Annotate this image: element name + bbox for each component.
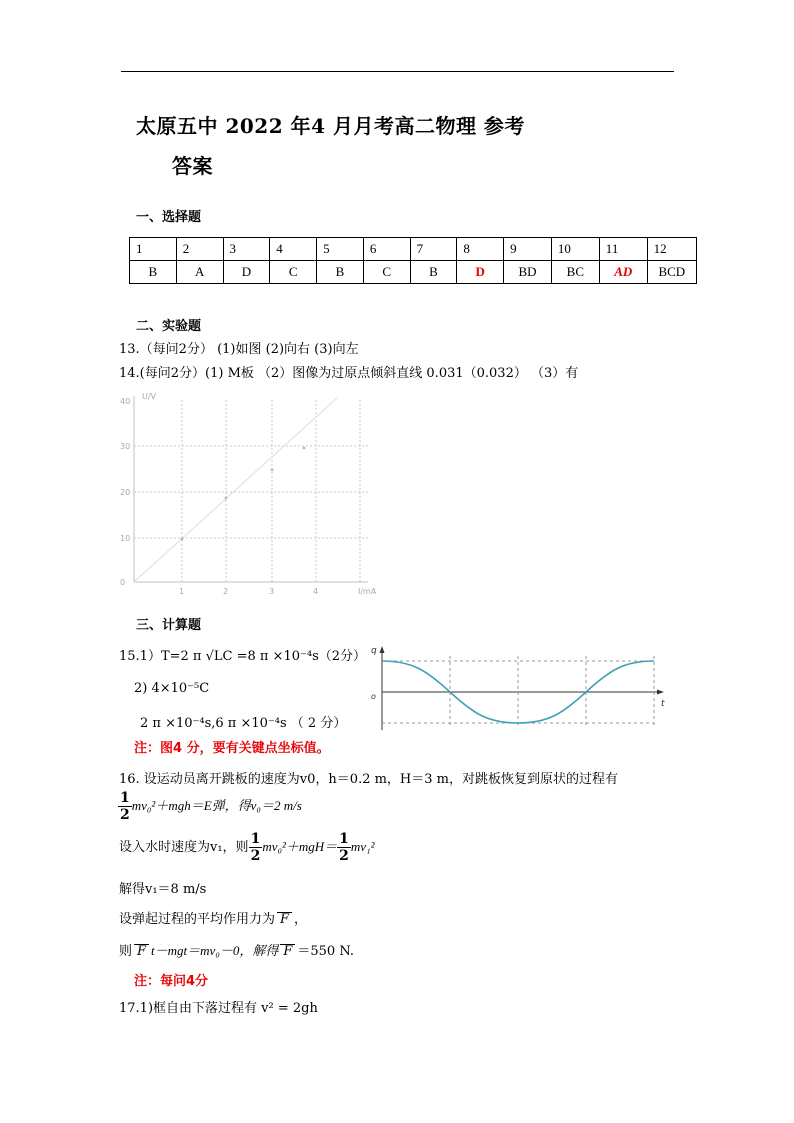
x-arrow-icon bbox=[657, 690, 664, 695]
question-number: 1 bbox=[130, 238, 177, 261]
average-force-symbol: F bbox=[277, 912, 292, 927]
data-point bbox=[271, 469, 274, 472]
y-tick-label: 20 bbox=[120, 488, 131, 497]
question-number: 11 bbox=[599, 238, 647, 261]
answer-cell: C bbox=[363, 261, 410, 284]
answer-cell: BCD bbox=[647, 261, 696, 284]
y-tick-label: 40 bbox=[120, 397, 131, 406]
fit-line bbox=[134, 398, 337, 582]
answer-q16-eq2: 设入水时速度为v₁，则 $\frac{1}{2}$ mv₀²＋mgH＝ $\frac{1}{2}$ mv₁² bbox=[119, 831, 375, 864]
answer-cell: B bbox=[130, 261, 177, 284]
answer-q15-2: 2) 4×10⁻⁵C bbox=[134, 681, 210, 696]
answer-q16-eq1: $\frac{1}{2}$ mv₀²＋mgh＝E弹，得v₀＝2 m/s bbox=[120, 790, 302, 823]
answer-cell: B bbox=[317, 261, 364, 284]
note-q15: 注：图4 分，要有关键点坐标值。 bbox=[134, 741, 330, 756]
x-axis-label: t bbox=[661, 699, 665, 709]
note-q16: 注：每问4分 bbox=[134, 974, 209, 989]
answer-q16-line5: 设弹起过程的平均作用力为 F ， bbox=[119, 912, 308, 927]
fraction-half: $\frac{1}{2}$ bbox=[339, 831, 349, 864]
x-tick-label: 3 bbox=[269, 587, 275, 596]
data-point bbox=[225, 497, 228, 500]
q-t-graph bbox=[368, 644, 670, 734]
section-heading-experiment: 二、实验题 bbox=[136, 319, 202, 334]
question-number: 2 bbox=[176, 238, 223, 261]
y-tick-label: 10 bbox=[120, 534, 131, 543]
fraction-half: $\frac{1}{2}$ bbox=[250, 831, 261, 864]
answer-cell: B bbox=[410, 261, 457, 284]
data-point bbox=[181, 538, 184, 541]
answer-cell: C bbox=[270, 261, 317, 284]
fraction-half: $\frac{1}{2}$ bbox=[120, 790, 130, 823]
ui-graph bbox=[112, 386, 412, 600]
data-point bbox=[303, 447, 306, 450]
top-rule bbox=[121, 71, 674, 72]
answer-q16-line6: 则 F t－mgt＝mv₀－0，解得 F ＝550 N. bbox=[119, 943, 354, 959]
page-title-line1: 太原五中 2022 年4 月月考高二物理 参考 bbox=[136, 114, 525, 138]
question-number: 8 bbox=[457, 238, 504, 261]
answer-table-number-row bbox=[130, 238, 697, 261]
y-tick-label: 0 bbox=[120, 578, 126, 587]
question-number: 4 bbox=[270, 238, 317, 261]
answer-cell: D bbox=[223, 261, 270, 284]
answer-cell: BC bbox=[551, 261, 599, 284]
answer-table-answer-row bbox=[130, 261, 697, 284]
question-number: 7 bbox=[410, 238, 457, 261]
answer-cell: BD bbox=[504, 261, 552, 284]
x-tick-label: 2 bbox=[223, 587, 229, 596]
question-number: 6 bbox=[363, 238, 410, 261]
x-axis-label: I/mA bbox=[358, 587, 377, 596]
page-title-line2: 答案 bbox=[172, 154, 213, 178]
answer-q15-1: 15.1）T=2 π √LC =8 π ×10⁻⁴s（2分） bbox=[119, 649, 367, 664]
answer-cell-highlighted: D bbox=[457, 261, 504, 284]
answer-cell: A bbox=[176, 261, 223, 284]
question-number: 12 bbox=[647, 238, 696, 261]
question-number: 10 bbox=[551, 238, 599, 261]
section-heading-calculation: 三、计算题 bbox=[136, 618, 202, 633]
question-number: 3 bbox=[223, 238, 270, 261]
answer-q14: 14.(每问2分）(1) M板 （2）图像为过原点倾斜直线 0.031（0.032） （3）有 bbox=[119, 366, 579, 381]
origin-label: o bbox=[371, 692, 376, 701]
average-force-symbol: F bbox=[280, 944, 295, 959]
answer-q16-line4: 解得v₁＝8 m/s bbox=[119, 882, 207, 897]
question-number: 9 bbox=[504, 238, 552, 261]
y-arrow-icon bbox=[380, 646, 385, 653]
answer-table bbox=[129, 237, 697, 284]
y-axis-label: U/V bbox=[142, 392, 157, 401]
y-axis-label: q bbox=[371, 646, 377, 656]
answer-q17-line1: 17.1)框自由下落过程有 v² = 2gh bbox=[119, 1001, 318, 1016]
x-tick-label: 1 bbox=[179, 587, 185, 596]
answer-q16-line1: 16. 设运动员离开跳板的速度为v0，h＝0.2 m，H＝3 m，对跳板恢复到原状的过程有 bbox=[119, 772, 618, 787]
y-tick-label: 30 bbox=[120, 442, 131, 451]
average-force-symbol: F bbox=[134, 944, 149, 959]
question-number: 5 bbox=[317, 238, 364, 261]
answer-q15-3: 2 π ×10⁻⁴s,6 π ×10⁻⁴s （ 2 分） bbox=[140, 716, 347, 731]
answer-cell-highlighted: AD bbox=[599, 261, 647, 284]
section-heading-choice: 一、选择题 bbox=[136, 210, 202, 225]
x-tick-label: 4 bbox=[313, 587, 319, 596]
answer-q13: 13.（每问2分） (1)如图 (2)向右 (3)向左 bbox=[119, 342, 359, 357]
